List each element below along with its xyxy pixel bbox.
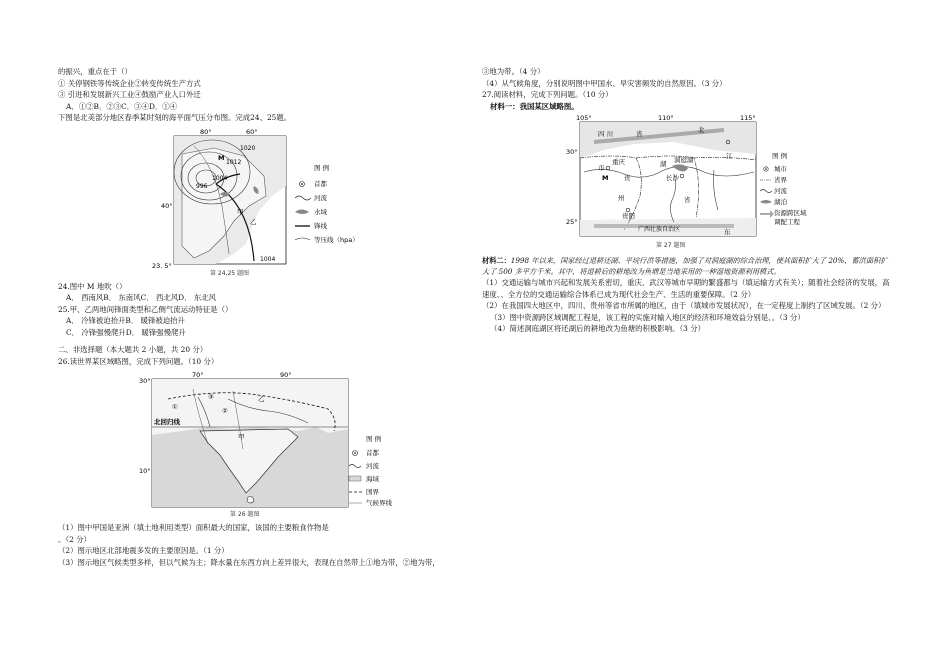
label-shi: 市 xyxy=(598,164,605,172)
label-gui: 贵 xyxy=(624,174,631,182)
label-dongting: 洞庭湖 xyxy=(674,156,694,164)
q24-25-intro: 下图是北美部分地区春季某时刻的海平面气压分布图。完成24、25题。 xyxy=(58,113,292,122)
legend-water: 水域 xyxy=(314,207,327,216)
map2-legend-sea: 海域 xyxy=(366,475,379,483)
label-changsha: 长沙 xyxy=(666,174,679,182)
label-sheng: 省 xyxy=(636,130,643,138)
south-asia-map xyxy=(138,369,398,519)
map3-legend-title: 图 例 xyxy=(772,152,788,160)
map2-legend-border: 国界 xyxy=(366,488,379,496)
map3-caption: 第 27 题图 xyxy=(656,242,686,249)
label-zhou: 州 xyxy=(618,194,625,202)
q27-stem: 27.阅读材料，完成下列问题。（10 分） xyxy=(482,90,613,99)
map2-legend-capital: 首都 xyxy=(366,449,379,457)
label-guangxi: 广西壮族自治区 xyxy=(638,226,681,233)
point-yi-label: 乙 xyxy=(250,217,257,226)
material-2-label: 材料二： xyxy=(482,256,511,265)
q26-stem: 26.读世界某区域略图，完成下列问题。（10 分） xyxy=(58,356,219,366)
label-bei: 北 xyxy=(698,126,705,134)
transfer-arrow-icon xyxy=(760,210,774,218)
q23-option-line-2: ③ 引进和发展新兴工业④鼓励产业人口外迁 xyxy=(58,90,201,99)
central-china-map xyxy=(564,114,816,252)
label-chongqing: 重庆 xyxy=(612,158,625,166)
isobar-996-label: 996 xyxy=(196,182,208,190)
isobar-1004-label: 1004 xyxy=(212,174,228,182)
label-guiyang: 贵阳 xyxy=(622,212,635,220)
q26-1-line-b: 。（2 分） xyxy=(58,534,91,544)
q26-4: （4）从气候角度，分别说明图中甲国水、旱灾害频发的自然原因。（3 分） xyxy=(482,78,727,88)
legend-isobar: 等压线（hpa） xyxy=(314,235,359,244)
q26-3: （3）图示地区气候类型多样，但以气候为主；降水量在东西方向上差异很大，表现在自然带上①地为带，②地为带， xyxy=(58,557,440,567)
material-2-text: 1998 年以来，国家经过退耕还湖、平垸行洪等措施，加强了对洞庭湖的综合治理，使其面积扩大了 20%，蓄洪面积扩大了 500 多平方千米。其中，将退耕后的耕地改为鱼塘是当地采用的一种湿地资源利用模式。 xyxy=(482,256,888,276)
area-2-label: ② xyxy=(222,407,228,415)
map3-legend-zone2: 调配工程 xyxy=(774,218,800,226)
lon-70-label: 70° xyxy=(192,371,204,379)
isobar-1004b-label: 1004 xyxy=(260,255,276,263)
lat-10-label: 10° xyxy=(139,467,151,475)
q24-stem: 24.图中 M 地吹（） xyxy=(58,281,127,291)
area-1-label: ① xyxy=(172,403,178,411)
isobar-1020-label: 1020 xyxy=(240,144,256,152)
map3-legend-prov: 省界 xyxy=(774,176,787,184)
map3-legend-lake: 湖泊 xyxy=(774,198,787,206)
section-2-heading: 二、非选择题（本大题共 2 小题，共 20 分） xyxy=(58,345,208,354)
country-yi-label: 乙 xyxy=(258,395,265,403)
label-sheng2: 省 xyxy=(684,196,691,204)
q27-1: （1）交通运输与城市兴起和发展关系密切，重庆、武汉等城市早期的繁盛都与（填运输方式有关）；随着社会经济的发展，高速度、、全方位的交通运输综合体系已成为现代社会生产、生活的重要保障。（2 分） xyxy=(482,278,890,299)
q25-choices-cd: C． 冷锋强慢爬升D． 暖锋强慢爬升 xyxy=(66,327,186,337)
q23-choices: A．①②B．②③C．③④D．①④ xyxy=(66,101,178,111)
legend-title: 图 例 xyxy=(314,163,330,172)
isobar-1012-label: 1012 xyxy=(226,158,242,166)
label-m: M xyxy=(602,174,609,182)
q26-3-cont: ③地为带。（4 分） xyxy=(482,67,545,76)
lat-30-label: 30° xyxy=(566,148,578,156)
map2-legend-title: 图 例 xyxy=(366,435,382,443)
label-hu: 湖 xyxy=(660,160,667,168)
point-jia-label: 甲 xyxy=(237,207,244,216)
north-america-pressure-map xyxy=(154,126,394,278)
q25-stem: 25.甲、乙两地间锋面类型和乙侧气流运动特征是（） xyxy=(58,304,233,314)
lon-80-label: 80° xyxy=(200,127,212,136)
map2-caption: 第 26 题图 xyxy=(230,511,260,518)
lat-30-label: 30° xyxy=(139,377,151,385)
material-1-heading: 材料一：我国某区域略图。 xyxy=(490,101,579,111)
water-icon xyxy=(295,209,309,214)
river-icon xyxy=(349,465,361,468)
label-dong: 东 xyxy=(724,228,731,236)
q27-4: （4）简述洞庭湖区将还湖后的耕地改为鱼塘的积极影响。（3 分） xyxy=(490,324,705,333)
q27-3: （3）图中资源跨区域调配工程是，该工程的实施对输入地区的经济和环境效益分别是、。（3 分） xyxy=(490,312,805,322)
legend-front: 锋线 xyxy=(314,221,327,230)
lon-60-label: 60° xyxy=(246,127,258,136)
lon-110-label: 110° xyxy=(658,114,674,122)
lon-90-label: 90° xyxy=(280,371,292,379)
map2-legend-river: 河流 xyxy=(366,462,379,470)
q23-stem-end: 的振兴，重点在于（） xyxy=(58,67,132,76)
tropic-label: 北回归线 xyxy=(154,418,180,426)
river-icon xyxy=(760,190,772,193)
pressure-map-svg xyxy=(154,126,394,278)
q24-choices: A． 西南风B． 东南风C． 西北风D． 东北风 xyxy=(66,293,216,302)
sea-icon xyxy=(349,476,361,481)
legend-river: 河流 xyxy=(314,193,327,202)
point-m-label: M xyxy=(218,153,225,162)
country-jia-label: 甲 xyxy=(238,433,245,441)
lat-40-label: 40° xyxy=(161,201,173,210)
river-icon xyxy=(295,196,311,200)
isobar-icon xyxy=(295,238,310,240)
lake-icon xyxy=(760,200,772,204)
area-3-label: ③ xyxy=(208,393,214,401)
q25-choices-ab: A． 冷锋被迫抬升B． 暖锋被迫抬升 xyxy=(66,316,185,325)
lon-115-label: 115° xyxy=(740,114,756,122)
right-column xyxy=(482,66,892,335)
central-china-map-svg xyxy=(564,114,816,252)
label-jiang: 江 xyxy=(726,152,733,160)
map2-legend-climate: 气候界线 xyxy=(366,499,392,507)
label-sichuan: 四 川 xyxy=(598,130,614,138)
lat-23-label: 23. 5° xyxy=(152,261,172,270)
q27-2: （2）在我国四大地区中，四川、贵州等省市所属的地区，由于（填城市发展状况），在一定程度上制约了区域发展。（2 分） xyxy=(482,301,886,310)
left-column xyxy=(58,66,472,568)
lat-25-label: 25° xyxy=(566,218,578,226)
south-asia-map-svg xyxy=(138,369,398,519)
material-2 xyxy=(482,255,892,277)
legend-capital: 首都 xyxy=(314,179,327,188)
lon-105-label: 105° xyxy=(576,114,592,122)
q23-option-line-1: ① 关停钢铁等传统企业②转变传统生产方式 xyxy=(58,78,201,88)
map3-legend-zone: 资源跨区域 xyxy=(774,209,807,217)
q26-1-line-a: （1）图中甲国是亚洲（填土地利用类型）面积最大的国家，该国的主要粮食作物是 xyxy=(58,523,329,532)
map1-caption: 第 24,25 题图 xyxy=(210,269,249,277)
q26-2: （2）图示地区北部地震多发的主要原因是。（1 分） xyxy=(58,546,229,555)
map3-legend-city: 城市 xyxy=(774,165,787,173)
map3-legend-river: 河流 xyxy=(774,187,787,195)
